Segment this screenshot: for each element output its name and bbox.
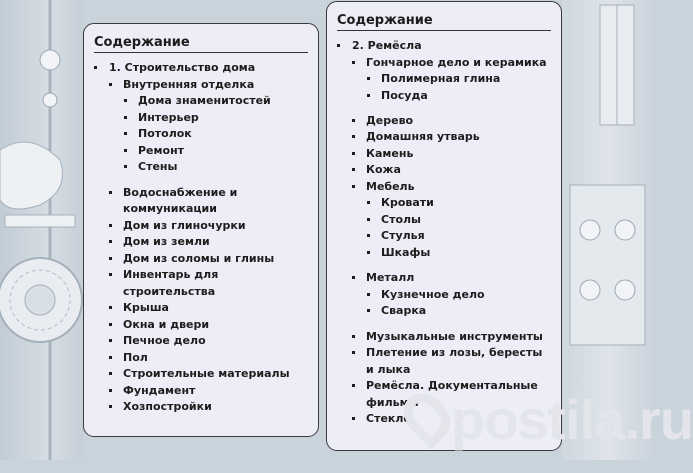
bullet-icon xyxy=(109,356,112,359)
list-item[interactable] xyxy=(352,146,480,163)
list-item-label: Пол xyxy=(123,350,148,364)
list-item[interactable]: Внутренняя отделка xyxy=(109,77,254,94)
list-item-label: Столы xyxy=(381,212,422,226)
list-item-label: Сварка xyxy=(381,304,427,317)
bullet-icon xyxy=(352,135,355,138)
bullet-icon xyxy=(109,306,112,309)
bullet-icon xyxy=(367,201,370,204)
bullet-icon xyxy=(352,384,355,387)
list-item-label: Кузнечное дело xyxy=(381,287,485,301)
postila-watermark xyxy=(405,385,693,460)
list-item-label: Камень xyxy=(366,146,414,160)
bullet-icon xyxy=(352,61,355,64)
bullet-icon xyxy=(124,165,127,168)
list-item[interactable] xyxy=(352,345,543,378)
list-item-label: Стулья xyxy=(381,229,425,242)
list-item[interactable]: 1. Строительство дома xyxy=(94,60,255,77)
list-item-label: Фундамент xyxy=(123,383,196,397)
list-item[interactable]: Металл xyxy=(352,270,414,287)
list-item[interactable] xyxy=(109,251,290,268)
list-item-label: Строительные материалы xyxy=(123,367,290,380)
list-item-label: Крыша xyxy=(123,301,169,314)
bullet-icon xyxy=(109,339,112,342)
subsection-list xyxy=(367,195,434,261)
list-item[interactable] xyxy=(109,185,290,218)
list-item[interactable] xyxy=(352,329,543,346)
bullet-icon xyxy=(124,99,127,102)
bullet-icon xyxy=(109,83,112,86)
list-item[interactable] xyxy=(124,159,271,176)
bullet-icon xyxy=(109,405,112,408)
bullet-icon xyxy=(367,251,370,254)
list-item[interactable] xyxy=(367,88,500,105)
list-item-label: Водоснабжение и xyxy=(123,185,238,199)
list-item[interactable] xyxy=(367,212,434,229)
list-item-label: Полимерная глина xyxy=(381,72,501,85)
list-item[interactable] xyxy=(109,317,290,334)
subsection-list xyxy=(124,93,271,176)
contents-panel-left xyxy=(83,23,319,437)
list-item[interactable] xyxy=(367,228,434,245)
list-item[interactable] xyxy=(109,333,290,350)
list-item[interactable] xyxy=(367,287,485,304)
bullet-icon xyxy=(352,119,355,122)
list-item-label: Посуда xyxy=(381,88,428,102)
list-item-label: Мебель xyxy=(366,179,415,193)
list-item-label: Шкафы xyxy=(381,245,431,259)
list-item-label: Дерево xyxy=(366,113,414,127)
list-item-label: Стены xyxy=(138,160,178,173)
postila-logo-icon xyxy=(394,384,459,449)
list-item[interactable]: 2. Ремёсла xyxy=(337,38,422,55)
bullet-icon xyxy=(124,132,127,135)
list-item-label: Кожа xyxy=(366,163,401,176)
list-item-label: Ремёсла. Документальные xyxy=(366,379,538,392)
bullet-icon xyxy=(94,66,97,69)
list-item-label: Дома знаменитостей xyxy=(138,94,271,107)
list-item-label: и лыка xyxy=(366,362,411,376)
watermark-text: postila.ru xyxy=(451,388,693,451)
bullet-icon xyxy=(109,240,112,243)
contents-panel-right xyxy=(326,1,562,451)
list-item[interactable] xyxy=(352,129,480,146)
bullet-icon xyxy=(367,234,370,237)
list-item-label: Кровати xyxy=(381,196,434,209)
bullet-icon xyxy=(109,323,112,326)
bullet-icon xyxy=(367,77,370,80)
list-item-label: Инвентарь для xyxy=(123,268,219,281)
list-item-label: Дом из земли xyxy=(123,235,210,248)
list-item[interactable] xyxy=(109,300,290,317)
list-item-label: Ремонт xyxy=(138,143,185,157)
list-item-label: фильмы xyxy=(366,395,419,409)
subsection-list xyxy=(367,71,500,104)
list-item[interactable]: Гончарное дело и керамика xyxy=(352,55,547,72)
section-list xyxy=(109,185,290,416)
list-item[interactable] xyxy=(367,71,500,88)
section-list xyxy=(352,113,480,196)
list-item[interactable] xyxy=(352,179,480,196)
list-item[interactable] xyxy=(124,126,271,143)
bullet-icon xyxy=(352,185,355,188)
list-item-label: коммуникации xyxy=(123,202,217,215)
bullet-icon xyxy=(367,309,370,312)
panel-title: Содержание xyxy=(94,35,308,53)
list-item[interactable] xyxy=(367,195,434,212)
list-item[interactable] xyxy=(124,93,271,110)
list-item[interactable] xyxy=(109,383,290,400)
list-item[interactable] xyxy=(109,218,290,235)
list-item[interactable] xyxy=(367,303,485,320)
bullet-icon xyxy=(124,116,127,119)
list-item[interactable] xyxy=(367,245,434,262)
bullet-icon xyxy=(352,417,355,420)
list-item[interactable] xyxy=(124,143,271,160)
list-item[interactable] xyxy=(352,113,480,130)
list-item[interactable] xyxy=(124,110,271,127)
bullet-icon xyxy=(109,224,112,227)
bullet-icon xyxy=(109,273,112,276)
list-item-label: Дом из глиночурки xyxy=(123,218,246,232)
bullet-icon xyxy=(337,44,340,47)
bullet-icon xyxy=(109,372,112,375)
bullet-icon xyxy=(352,168,355,171)
bullet-icon xyxy=(352,152,355,155)
list-item-label: строительства xyxy=(123,284,216,298)
list-item-label: Музыкальные инструменты xyxy=(366,329,543,343)
list-item-label: Плетение из лозы, бересты xyxy=(366,346,543,359)
list-item-label: Стекло xyxy=(366,412,411,425)
list-item-label: Потолок xyxy=(138,127,192,140)
bullet-icon xyxy=(109,257,112,260)
list-item[interactable] xyxy=(352,162,480,179)
list-item[interactable] xyxy=(109,350,290,367)
list-item-label: Печное дело xyxy=(123,334,206,347)
bullet-icon xyxy=(124,149,127,152)
bullet-icon xyxy=(367,218,370,221)
list-item[interactable] xyxy=(109,399,290,416)
list-item-label: Окна и двери xyxy=(123,317,210,331)
panel-title: Содержание xyxy=(337,13,551,31)
bullet-icon xyxy=(352,335,355,338)
bullet-icon xyxy=(367,94,370,97)
list-item[interactable] xyxy=(109,267,290,300)
list-item-label: Хозпостройки xyxy=(123,400,212,413)
bullet-icon xyxy=(352,351,355,354)
subsection-list xyxy=(367,287,485,320)
bullet-icon xyxy=(109,389,112,392)
bullet-icon xyxy=(367,293,370,296)
list-item[interactable] xyxy=(109,234,290,251)
list-item-label: Интерьер xyxy=(138,110,199,124)
bullet-icon xyxy=(352,276,355,279)
list-item-label: Домашняя утварь xyxy=(366,130,480,143)
list-item-label: Дом из соломы и глины xyxy=(123,251,275,265)
list-item[interactable] xyxy=(109,366,290,383)
bullet-icon xyxy=(109,191,112,194)
